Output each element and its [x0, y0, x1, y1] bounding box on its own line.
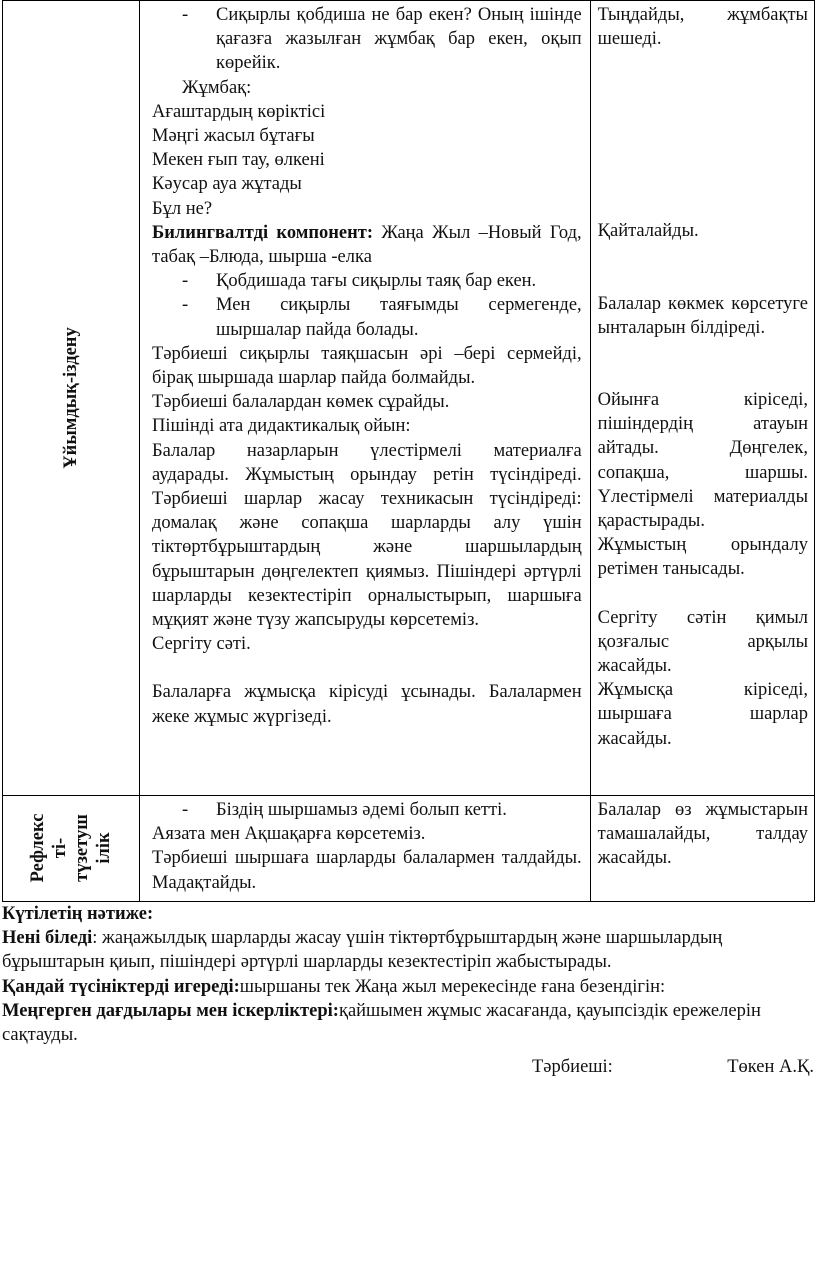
- outcome-skill-text: қайшымен жұмыс жасағанда, қауыпсіздік ережелерін сақтауды.: [2, 1000, 761, 1046]
- bilingual-label: Билингвалтді компонент:: [152, 222, 374, 243]
- dash-marker: -: [182, 295, 189, 316]
- signature-role: Тәрбиеші:: [532, 1057, 613, 1078]
- paragraph: Балаларға жұмысқа кірісуді ұсынады. Балалармен жеке жұмыс жүргізеді.: [152, 682, 582, 727]
- child-activity-text: Ойынға кіріседі, пішіндердің атауын айтады. Дөңгелек, сопақша, шаршы. Үлестірмелі материалды қарастырады.: [597, 390, 808, 532]
- stage-label-line: ті-: [50, 838, 70, 859]
- table-row: [3, 1, 815, 796]
- dash-marker: -: [182, 271, 189, 292]
- list-item-text: Біздің шыршамыз әдемі болып кетті.: [216, 800, 507, 820]
- stage-cell: [3, 1, 140, 796]
- paragraph: Тәрбиеші шыршаға шарларды балалармен талдайды. Мадақтайды.: [152, 848, 582, 893]
- list-item: [152, 798, 582, 822]
- riddle-line: Кәусар ауа жұтады: [152, 174, 302, 195]
- riddle-heading: Жұмбақ:: [182, 77, 252, 98]
- outcome-know-label: Нені біледі: [2, 928, 93, 949]
- paragraph: Пішінді ата дидактикалық ойын:: [152, 416, 411, 437]
- outcome-know-text: : жаңажылдық шарларды жасау үшін тіктөртбұрыштардың және шаршылардың бұрыштарын қиып, пішіндері әртүрлі шарларды кезектестіріп жабыстырады.: [2, 928, 723, 973]
- riddle-line: Мекен ғып тау, өлкені: [152, 150, 325, 171]
- paragraph: Балалар назарларын үлестірмелі материалға аударады. Жұмыстың орындау ретін түсіндіреді. Тәрбиеші шарлар жасау техникасын түсіндіреді: домалақ және сопақша шарларды алу үшін тіктөртбұрыштардың және шаршылардың бұрыштарын дөңгелектеп қиямыз. Пішіндері әртүрлі шарларды кезектестіріп орналыстырып, шаршыға мұқият және түзу жапсыруды көрсетеміз.: [152, 440, 582, 631]
- stage-label: [27, 814, 115, 883]
- list-item: [152, 293, 582, 341]
- outcome-title: Күтілетің нәтиже:: [2, 904, 154, 924]
- paragraph: Сергіту сәті.: [152, 634, 251, 655]
- paragraph: Тәрбиеші балалардан көмек сұрайды.: [152, 392, 450, 413]
- child-activity-cell: [590, 796, 814, 902]
- expected-outcome: [2, 902, 814, 1081]
- dash-marker: -: [182, 5, 189, 25]
- outcome-concept-text: шыршаны тек Жаңа жыл мерекесінде ғана безендігін:: [239, 976, 666, 997]
- child-activity-text: Жұмыстың орындалу ретімен танысады.: [597, 535, 808, 580]
- riddle-line: Ағаштардың көріктісі: [152, 101, 326, 122]
- paragraph: Тәрбиеші сиқырлы таяқшасын әрі –бері сермейді, бірақ шыршада шарлар пайда болмайды.: [152, 343, 582, 389]
- outcome-concept-label: Қандай түсініктерді игереді:: [2, 976, 240, 997]
- stage-label-line: түзетуш: [72, 814, 92, 883]
- stage-label: Ұйымдық-іздену: [60, 327, 81, 469]
- riddle-line: Мәңгі жасыл бұтағы: [152, 126, 315, 147]
- signature-line: [2, 1055, 814, 1081]
- child-activity-text: Тыңдайды, жұмбақты шешеді.: [597, 5, 808, 50]
- outcome-concept: [2, 975, 814, 999]
- list-item-text: Сиқырлы қобдиша не бар екен? Оның ішінде қағазға жазылған жұмбақ бар екен, оқып көрейік.: [216, 5, 582, 74]
- child-activity-text: Сергіту сәтін қимыл қозғалыс арқылы жасайды.: [597, 607, 808, 677]
- lesson-plan-table: [2, 0, 815, 902]
- stage-cell: [3, 796, 140, 902]
- list-item-text: Мен сиқырлы таяғымды сермегенде, шыршалар пайда болады.: [216, 295, 582, 340]
- child-activity-text: Балалар өз жұмыстарын тамашалайды, талдау жасайды.: [597, 800, 808, 869]
- stage-label-line: ілік: [94, 832, 114, 865]
- bilingual-text: Жаңа Жыл –Новый Год, табақ –Блюда, шырша -елка: [152, 222, 582, 268]
- paragraph: Аязата мен Ақшақарға көрсетеміз.: [152, 824, 426, 845]
- list-item: [152, 269, 582, 293]
- child-activity-text: Балалар көкмек көрсетуге ынталарын білдіреді.: [597, 293, 808, 338]
- outcome-skill: [2, 999, 814, 1047]
- teacher-activity-cell: [140, 1, 591, 796]
- list-item-text: Қобдишада тағы сиқырлы таяқ бар екен.: [216, 271, 537, 292]
- signature-name: Төкен А.Қ.: [727, 1057, 814, 1078]
- outcome-know: [2, 926, 814, 974]
- teacher-activity-cell: [140, 796, 591, 902]
- child-activity-text: Жұмысқа кіріседі, шыршаға шарлар жасайды.: [597, 680, 808, 749]
- table-row: [3, 796, 815, 902]
- dash-marker: -: [182, 800, 189, 820]
- stage-label-line: Рефлекс: [28, 813, 48, 883]
- list-item: [152, 3, 582, 76]
- child-activity-text: Қайталайды.: [597, 221, 699, 242]
- riddle-line: Бұл не?: [152, 198, 213, 219]
- bilingual-paragraph: [152, 221, 582, 269]
- child-activity-cell: [590, 1, 814, 796]
- outcome-skill-label: Меңгерген дағдылары мен іскерліктері:: [2, 1000, 339, 1021]
